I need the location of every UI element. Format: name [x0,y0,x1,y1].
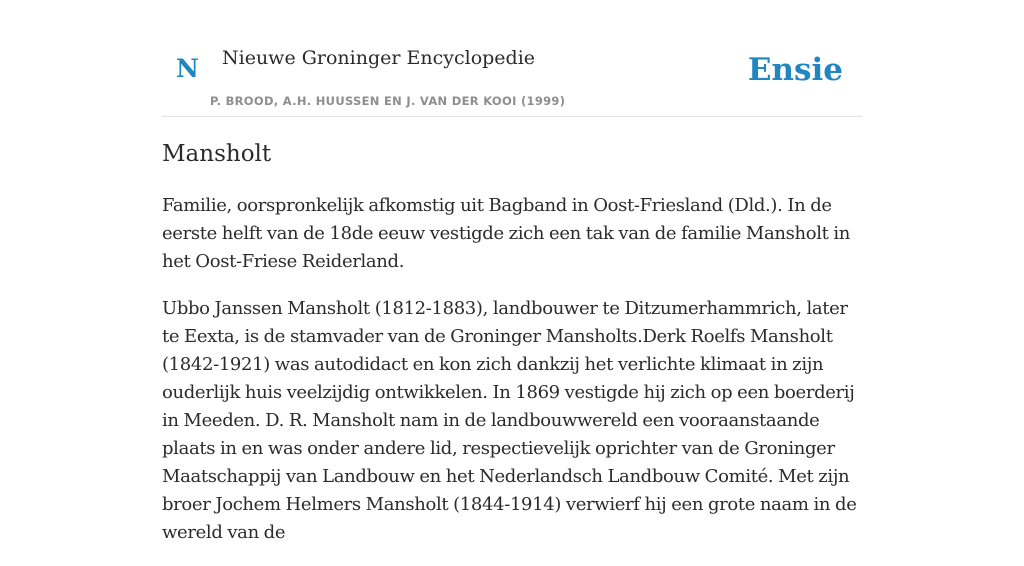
book-authors: P. BROOD, A.H. HUUSSEN EN J. VAN DER KOOI (1999) [210,94,566,108]
entry-paragraph: Ubbo Janssen Mansholt (1812-1883), landbouwer te Ditzumerhammrich, later te Eexta, is de stamvader van de Groninger Mansholts.Derk Roelfs Mansholt (1842-1921) was autodidact en kon zich dankzij het verlichte klimaat in zijn ouderlijk huis veelzijdig ontwikkelen. In 1869 vestigde hij zich op een boerderij in Meeden. D. R. Mansholt nam in de landbouwwereld een vooraanstaande plaats in en was onder andere lid, respectievelijk oprichter van de Groninger Maatschappij van Landbouw en het Nederlandsch Landbouw Comité. Met zijn broer Jochem Helmers Mansholt (1844-1914) verwierf hij een grote naam in de wereld van de [162,298,857,543]
entry-title: Mansholt [162,141,272,167]
book-logo[interactable]: N [176,54,199,83]
entry-content [162,138,862,566]
entry-paragraph: Familie, oorspronkelijk afkomstig uit Bagband in Oost-Friesland (Dld.). In de eerste helft van de 18de eeuw vestigde zich een tak van de familie Mansholt in het Oost-Friese Reiderland. [162,195,851,272]
book-header [162,0,862,117]
ensie-brand-logo[interactable]: Ensie [747,52,843,88]
book-title-link[interactable]: Nieuwe Groninger Encyclopedie [222,47,536,69]
